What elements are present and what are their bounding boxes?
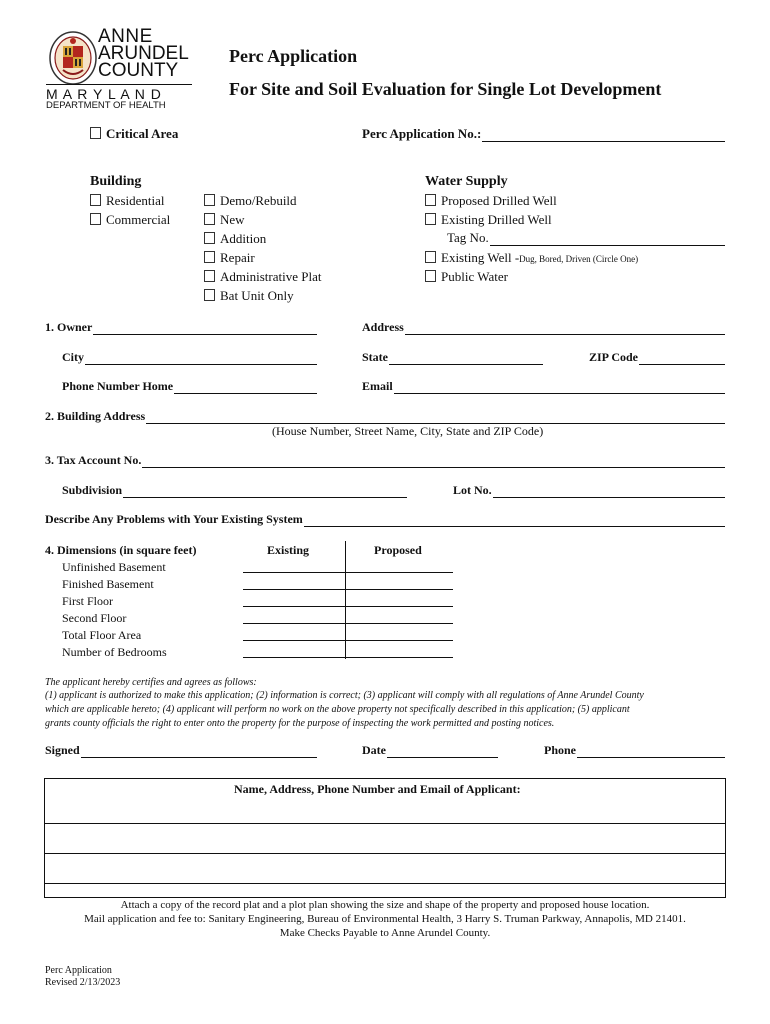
address-blank[interactable] (405, 321, 725, 335)
zip-label: ZIP Code (589, 350, 639, 364)
phone-home-field[interactable] (62, 379, 317, 394)
water-existing-drilled[interactable] (425, 212, 552, 228)
logo-state: M A R Y L A N D (46, 86, 162, 102)
problems-label: Describe Any Problems with Your Existing System (45, 512, 303, 526)
city-blank[interactable] (85, 351, 317, 365)
perc-app-no-label: Perc Application No.: (362, 126, 482, 141)
proposed-second-floor-blank[interactable] (346, 623, 453, 624)
dim-row-label: Unfinished Basement (62, 560, 166, 574)
existing-first-floor-blank[interactable] (243, 606, 345, 607)
email-blank[interactable] (394, 380, 725, 394)
dimensions-heading: 4. Dimensions (in square feet) (45, 543, 197, 557)
phone-home-blank[interactable] (174, 380, 317, 394)
footer-instruction-3: Make Checks Payable to Anne Arundel County. (279, 927, 491, 939)
critical-area-checkbox[interactable] (90, 126, 178, 142)
phone-label: Phone (544, 743, 577, 757)
tag-no-field[interactable] (447, 230, 725, 246)
zip-blank[interactable] (639, 351, 725, 365)
perc-app-no-field[interactable] (362, 126, 725, 142)
proposed-drilled-label: Proposed Drilled Well (441, 193, 557, 208)
owner-label: 1. Owner (45, 320, 93, 334)
building-heading: Building (90, 174, 142, 189)
tag-no-blank[interactable] (490, 232, 725, 246)
existing-second-floor-blank[interactable] (243, 623, 345, 624)
tax-account-field[interactable] (45, 453, 725, 468)
checkbox-icon (204, 213, 215, 225)
proposed-finished-basement-blank[interactable] (346, 589, 453, 590)
checkbox-icon (90, 127, 101, 139)
logo-line-anne: ANNE (98, 26, 153, 47)
dimensions-divider (345, 541, 346, 659)
city-field[interactable] (62, 350, 317, 365)
logo-line-county: COUNTY (98, 60, 179, 81)
residential-label: Residential (106, 193, 165, 208)
repair-label: Repair (220, 250, 255, 265)
bat-unit-label: Bat Unit Only (220, 288, 294, 303)
proposed-unfinished-basement-blank[interactable] (346, 572, 453, 573)
existing-well-note: Dug, Bored, Driven (Circle One) (519, 254, 639, 264)
checkbox-icon (425, 194, 436, 206)
county-seal-icon (48, 30, 98, 86)
water-proposed-drilled[interactable] (425, 193, 557, 209)
dim-row-label: Second Floor (62, 611, 127, 625)
admin-plat-label: Administrative Plat (220, 269, 322, 284)
lot-no-field[interactable] (453, 483, 725, 498)
tax-account-blank[interactable] (142, 454, 725, 468)
problems-blank[interactable] (304, 513, 725, 527)
signed-field[interactable] (45, 743, 317, 758)
checkbox-icon (425, 213, 436, 225)
phone-field[interactable] (544, 743, 725, 758)
page-title: Perc Application (229, 46, 358, 66)
proposed-first-floor-blank[interactable] (346, 606, 453, 607)
checkbox-icon (90, 194, 101, 206)
building-address-label: 2. Building Address (45, 409, 146, 423)
problems-field[interactable] (45, 512, 725, 527)
building-commercial[interactable] (90, 212, 170, 228)
signed-blank[interactable] (81, 744, 317, 758)
tax-account-label: 3. Tax Account No. (45, 453, 142, 467)
logo-rule (46, 84, 192, 85)
certification-line-1: (1) applicant is authorized to make this application; (2) information is correct; (3) applicant will comply with all regulations of Anne Arundel County (45, 690, 644, 701)
owner-blank[interactable] (93, 321, 317, 335)
checkbox-icon (204, 251, 215, 263)
existing-bedrooms-blank[interactable] (243, 657, 345, 658)
building-repair[interactable] (204, 250, 255, 266)
perc-app-no-blank[interactable] (482, 128, 725, 142)
email-label: Email (362, 379, 393, 393)
existing-finished-basement-blank[interactable] (243, 589, 345, 590)
date-field[interactable] (362, 743, 498, 758)
date-label: Date (362, 743, 386, 757)
proposed-bedrooms-blank[interactable] (346, 657, 453, 658)
checkbox-icon (204, 270, 215, 282)
building-addition[interactable] (204, 231, 266, 247)
phone-blank[interactable] (577, 744, 725, 758)
page-subtitle: For Site and Soil Evaluation for Single Lot Development (229, 79, 662, 99)
building-admin-plat[interactable] (204, 269, 321, 285)
zip-field[interactable] (589, 350, 725, 365)
certification-line-2: which are applicable hereto; (4) applicant will perform no work on the above property not specifically described in this application; (5) applicant (45, 704, 630, 715)
footer-revised-date: Revised 2/13/2023 (45, 977, 121, 988)
existing-well-label: Existing Well - (441, 250, 520, 265)
state-field[interactable] (362, 350, 543, 365)
subdivision-blank[interactable] (123, 484, 407, 498)
checkbox-icon (425, 270, 436, 282)
checkbox-icon (425, 251, 436, 263)
checkbox-icon (204, 232, 215, 244)
dim-row-label: Total Floor Area (62, 628, 142, 642)
footer-instruction-1: Attach a copy of the record plat and a plot plan showing the size and shape of the property and proposed house location. (120, 899, 650, 911)
lot-no-blank[interactable] (493, 484, 725, 498)
building-new[interactable] (204, 212, 245, 228)
logo-line-arundel: ARUNDEL (98, 43, 189, 64)
existing-total-floor-blank[interactable] (243, 640, 345, 641)
lot-no-label: Lot No. (453, 483, 492, 497)
address-label: Address (362, 320, 404, 334)
critical-area-label: Critical Area (106, 126, 179, 141)
building-address-hint: (House Number, Street Name, City, State and ZIP Code) (272, 424, 544, 438)
subdivision-label: Subdivision (62, 483, 123, 497)
dim-row-label: First Floor (62, 594, 114, 608)
commercial-label: Commercial (106, 212, 171, 227)
owner-field[interactable] (45, 320, 317, 335)
building-demo-rebuild[interactable] (204, 193, 297, 209)
public-water-label: Public Water (441, 269, 508, 284)
new-label: New (220, 212, 245, 227)
building-address-field[interactable] (45, 409, 725, 424)
applicant-box-heading: Name, Address, Phone Number and Email of Applicant: (234, 782, 521, 796)
col-proposed-header: Proposed (374, 543, 422, 557)
addition-label: Addition (220, 231, 267, 246)
building-address-blank[interactable] (146, 410, 725, 424)
dim-row-label: Number of Bedrooms (62, 645, 167, 659)
footer-instruction-2: Mail application and fee to: Sanitary Engineering, Bureau of Environmental Health, 3 Harry S. Truman Parkway, Annapolis, MD 21401. (84, 913, 686, 925)
date-blank[interactable] (387, 744, 498, 758)
checkbox-icon (204, 289, 215, 301)
state-label: State (362, 350, 388, 364)
existing-unfinished-basement-blank[interactable] (243, 572, 345, 573)
email-field[interactable] (362, 379, 725, 394)
logo-dept: DEPARTMENT OF HEALTH (46, 100, 166, 108)
address-field[interactable] (362, 320, 725, 335)
dim-row-label: Finished Basement (62, 577, 154, 591)
water-supply-heading: Water Supply (425, 174, 508, 189)
footer-form-name: Perc Application (45, 965, 112, 976)
building-bat-unit[interactable] (204, 288, 294, 304)
col-existing-header: Existing (267, 543, 310, 557)
existing-drilled-label: Existing Drilled Well (441, 212, 552, 227)
building-residential[interactable] (90, 193, 165, 209)
state-blank[interactable] (389, 351, 543, 365)
demo-rebuild-label: Demo/Rebuild (220, 193, 297, 208)
water-public[interactable] (425, 269, 508, 285)
water-existing-well[interactable] (425, 250, 638, 266)
tag-no-label: Tag No. (447, 230, 489, 245)
checkbox-icon (204, 194, 215, 206)
applicant-box-row-divider (45, 853, 725, 854)
city-label: City (62, 350, 84, 364)
county-logo (44, 28, 196, 108)
subdivision-field[interactable] (62, 483, 407, 498)
applicant-box-row-divider (45, 823, 725, 824)
phone-home-label: Phone Number Home (62, 379, 174, 393)
proposed-total-floor-blank[interactable] (346, 640, 453, 641)
applicant-box-row-divider (45, 883, 725, 884)
certification-line-3: grants county officials the right to enter onto the property for the purpose of inspecting the work permitted and posting notices. (45, 718, 555, 729)
signed-label: Signed (45, 743, 80, 757)
checkbox-icon (90, 213, 101, 225)
certification-intro: The applicant hereby certifies and agrees as follows: (45, 677, 257, 688)
